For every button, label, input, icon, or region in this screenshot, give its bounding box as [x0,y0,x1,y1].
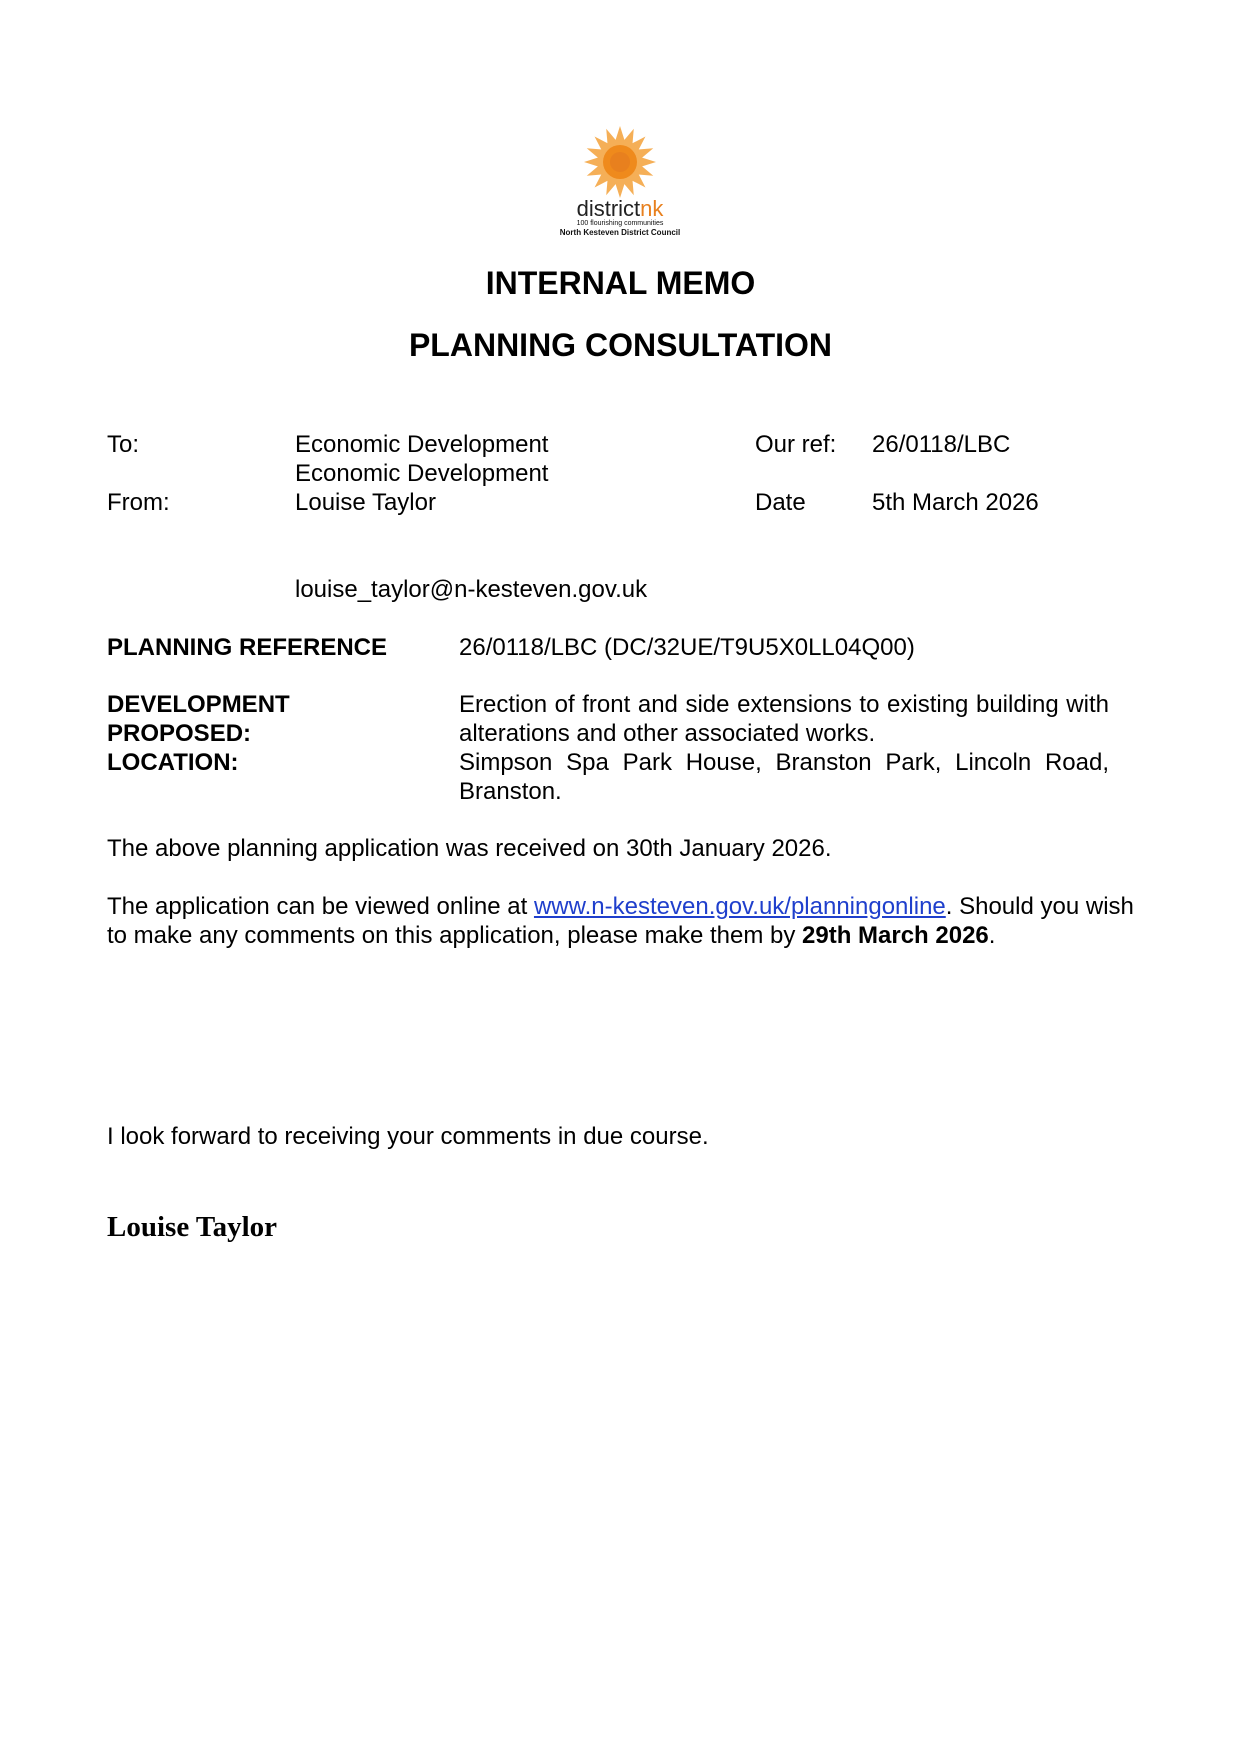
to-value-1: Economic Development [295,431,549,458]
to-label: To: [107,431,140,458]
development-label-line2: PROPOSED: [107,720,252,747]
development-description: Erection of front and side extensions to existing building with alterations and other associated works. [459,691,1109,747]
signature: Louise Taylor [107,1211,278,1243]
to-value-2: Economic Development [295,460,549,487]
planning-reference-label: PLANNING REFERENCE [107,634,388,661]
development-label-line1: DEVELOPMENT [107,691,290,718]
consultation-title: PLANNING CONSULTATION [408,327,833,363]
logo-wordmark: districtnk [576,196,664,221]
date-value: 5th March 2026 [872,489,1039,516]
planning-reference-value: 26/0118/LBC (DC/32UE/T9U5X0LL04Q00) [459,634,915,661]
comment-deadline: 29th March 2026 [802,922,989,949]
planning-online-link[interactable]: www.n-kesteven.gov.uk/planningonline [533,893,946,920]
sender-email: louise_taylor@n-kesteven.gov.uk [295,576,648,603]
date-label: Date [755,489,806,516]
location-value: Simpson Spa Park House, Branston Park, Lincoln Road, Branston. [459,749,1109,805]
closing-paragraph: I look forward to receiving your comments in due course. [107,1123,709,1150]
ref-label: Our ref: [755,431,837,458]
council-logo [543,124,697,244]
from-label: From: [107,489,170,516]
logo-council-name: North Kesteven District Council [559,228,681,237]
view-middle: . Should you wish to make any comments on this application, please make them by [107,893,1134,949]
received-paragraph: The above planning application was received on 30th January 2026. [107,835,832,862]
logo-tagline: 100 flourishing communities [576,220,664,227]
from-value: Louise Taylor [295,489,436,516]
sun-logo-icon [582,124,658,200]
location-label: LOCATION: [107,749,239,776]
view-suffix: . [988,922,996,949]
view-prefix: The application can be viewed online at [107,893,534,920]
view-online-paragraph [107,892,1137,950]
memo-title: INTERNAL MEMO [485,265,756,301]
ref-value: 26/0118/LBC [872,431,1011,458]
